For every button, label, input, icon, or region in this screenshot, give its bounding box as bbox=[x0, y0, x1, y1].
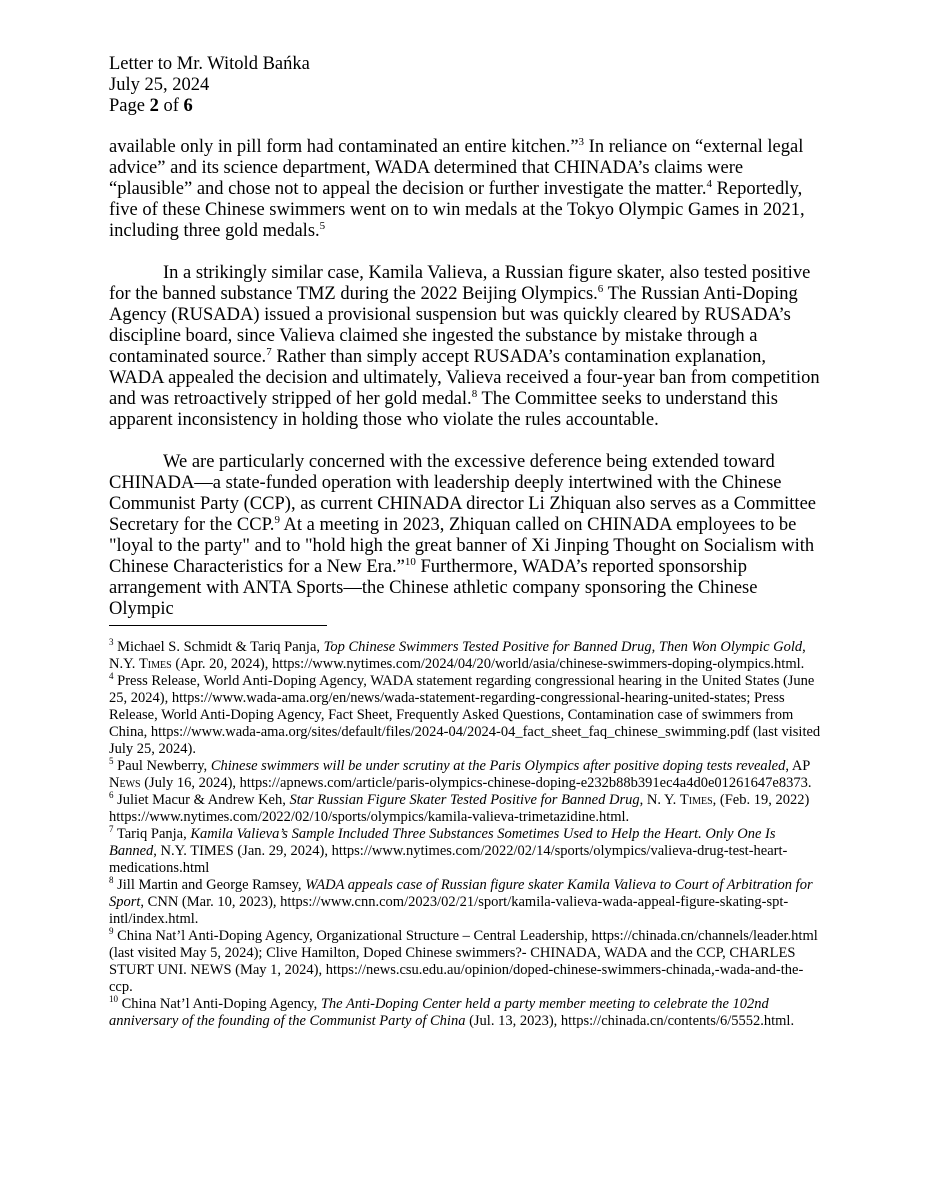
page-current: 2 bbox=[149, 96, 159, 116]
footnote-text[interactable]: (July 16, 2024), https://apnews.com/article/paris-olympics-chinese-doping-e232b88b391ec4a4d0e01261647e8373. bbox=[140, 775, 812, 791]
footnote-ref[interactable]: 7 bbox=[266, 345, 272, 358]
paragraph-1 bbox=[109, 137, 824, 242]
paragraph-3 bbox=[109, 452, 824, 620]
p3-text-a: We are particularly concerned with the excessive deference being extended toward CHINADA—a state-funded operation with leadership deeply intertwined with the Chinese Communist Party (CCP), as current CHINADA director Li Zhiquan also serves as a Committee Secretary for the CCP. bbox=[109, 452, 816, 535]
footnote-text: China Nat’l Anti-Doping Agency, bbox=[118, 996, 321, 1012]
footnote-number: 9 bbox=[109, 926, 114, 937]
footnote-text[interactable]: (Apr. 20, 2024), https://www.nytimes.com/2024/04/20/world/asia/chinese-swimmers-doping-olympics.html. bbox=[171, 656, 805, 672]
footnote-ref[interactable]: 8 bbox=[471, 387, 478, 400]
footnote-title: WADA appeals case of Russian figure skater Kamila Valieva to Court of Arbitration for Sport bbox=[109, 877, 813, 910]
footnote-text[interactable]: China Nat’l Anti-Doping Agency, Organizational Structure – Central Leadership, https://chinada.cn/channels/leader.html (last visited May 5, 2024); Clive Hamilton, Doped Chinese swimmers?- CHINADA, WADA and the CCP, CHARLES STURT UNI. NEWS (May 1, 2024), https://news.csu.edu.au/opinion/doped-chinese-swimmers-chinada,-wada-and-the-ccp. bbox=[109, 928, 818, 995]
footnote-title: Star Russian Figure Skater Tested Positive for Banned Drug bbox=[289, 792, 640, 808]
footnote-number: 8 bbox=[109, 875, 114, 886]
footnote-title: Kamila Valieva’s Sample Included Three Substances Sometimes Used to Help the Heart. Only One Is Banned bbox=[109, 826, 776, 859]
footnote-title: Chinese swimmers will be under scrutiny at the Paris Olympics after positive doping tests revealed bbox=[210, 758, 786, 774]
footnote-item bbox=[109, 877, 824, 928]
footnote-title: Top Chinese Swimmers Tested Positive for Banned Drug, Then Won Olympic Gold bbox=[323, 639, 803, 655]
footnotes-section bbox=[109, 639, 824, 1030]
footnote-ref[interactable]: 9 bbox=[274, 513, 280, 526]
recipient-line: Letter to Mr. Witold Bańka bbox=[109, 54, 310, 74]
footnote-number: 4 bbox=[109, 671, 114, 682]
footnote-text: Michael S. Schmidt & Tariq Panja, bbox=[113, 639, 324, 655]
page-prefix: Page bbox=[109, 96, 150, 116]
footnote-item bbox=[109, 928, 824, 996]
p3-text-c: Furthermore, WADA’s reported sponsorship arrangement with ANTA Sports—the Chinese athletic company sponsoring the Chinese Olympic bbox=[109, 557, 758, 619]
footnote-number: 10 bbox=[109, 994, 118, 1005]
footnote-item bbox=[109, 792, 824, 826]
footnote-text[interactable]: (Jul. 13, 2023), https://chinada.cn/contents/6/5552.html. bbox=[465, 1013, 795, 1029]
paragraph-2 bbox=[109, 263, 824, 431]
p2-text-c: Rather than simply accept RUSADA’s contamination explanation, WADA appealed the decision and ultimately, Valieva received a four-year ban from competition and was retroactively stripped of her gold medal. bbox=[109, 347, 820, 409]
p1-text-c: Reportedly, five of these Chinese swimmers went on to win medals at the Tokyo Olympic Games in 2021, including three gold medals. bbox=[109, 179, 805, 241]
footnote-item bbox=[109, 758, 824, 792]
footnote-text: , AP bbox=[785, 758, 810, 774]
p2-text-d: The Committee seeks to understand this apparent inconsistency in holding those who violate the rules accountable. bbox=[109, 389, 778, 430]
p1-text-a: available only in pill form had contaminated an entire kitchen.” bbox=[109, 137, 579, 157]
footnote-text[interactable]: , (Feb. 19, 2022) https://www.nytimes.com/2022/02/10/sports/olympics/kamila-valieva-trimetazidine.html. bbox=[109, 792, 810, 825]
footnote-title: The Anti-Doping Center held a party member meeting to celebrate the 102nd anniversary of the founding of the Communist Party of China bbox=[109, 996, 769, 1029]
footnote-text: Jill Martin and George Ramsey, bbox=[113, 877, 306, 893]
footnote-divider bbox=[109, 625, 327, 626]
footnote-text[interactable]: , N.Y. TIMES (Jan. 29, 2024), https://www.nytimes.com/2022/02/14/sports/olympics/valieva-drug-test-heart-medications.html bbox=[109, 843, 788, 876]
footnote-number: 3 bbox=[109, 637, 114, 648]
footnote-publication: Times bbox=[679, 792, 713, 808]
footnote-publication: Times bbox=[138, 656, 172, 672]
p2-text-b: The Russian Anti-Doping Agency (RUSADA) issued a provisional suspension but was quickly cleared by RUSADA’s discipline board, since Valieva claimed she ingested the substance by mistake through a contaminated source. bbox=[109, 284, 798, 367]
footnote-ref[interactable]: 10 bbox=[404, 555, 416, 568]
footnote-number: 6 bbox=[109, 790, 114, 801]
footnote-text: , N. Y. bbox=[639, 792, 680, 808]
p2-text-a: In a strikingly similar case, Kamila Valieva, a Russian figure skater, also tested positive for the banned substance TMZ during the 2022 Beijing Olympics. bbox=[109, 263, 811, 304]
footnote-text: , N.Y. bbox=[109, 639, 806, 672]
page-of: of bbox=[158, 96, 184, 116]
footnote-item bbox=[109, 673, 824, 758]
page-number-line bbox=[109, 96, 310, 117]
footnote-ref[interactable]: 6 bbox=[597, 282, 604, 295]
footnote-ref[interactable]: 3 bbox=[578, 135, 585, 148]
footnote-item bbox=[109, 996, 824, 1030]
footnote-text: Juliet Macur & Andrew Keh, bbox=[113, 792, 290, 808]
footnote-ref[interactable]: 4 bbox=[706, 177, 712, 190]
p1-text-b: In reliance on “external legal advice” and its science department, WADA determined that CHINADA’s claims were “plausible” and chose not to appeal the decision or further investigate the matter. bbox=[109, 137, 804, 199]
footnote-item bbox=[109, 826, 824, 877]
footnote-text[interactable]: Press Release, World Anti-Doping Agency, WADA statement regarding congressional hearing in the United States (June 25, 2024), https://www.wada-ama.org/en/news/wada-statement-regarding-congressional-hearing-united-states; Press Release, World Anti-Doping Agency, Fact Sheet, Frequently Asked Questions, Contamination case of swimmers from China, https://www.wada-ama.org/sites/default/files/2024-04/2024-04_fact_sheet_faq_chinese_swimming.pdf (last visited July 25, 2024). bbox=[109, 673, 821, 757]
footnote-item bbox=[109, 639, 824, 673]
footnote-text: Paul Newberry, bbox=[113, 758, 211, 774]
footnote-text: Tariq Panja, bbox=[113, 826, 191, 842]
footnote-number: 5 bbox=[109, 756, 114, 767]
footnote-ref[interactable]: 5 bbox=[319, 219, 326, 232]
footnote-publication: News bbox=[109, 775, 141, 791]
page-total: 6 bbox=[183, 96, 193, 116]
p3-text-b: At a meeting in 2023, Zhiquan called on CHINADA employees to be "loyal to the party" and to "hold high the great banner of Xi Jinping Thought on Socialism with Chinese Characteristics for a New Era.” bbox=[109, 515, 815, 577]
footnote-number: 7 bbox=[109, 824, 114, 835]
date-line: July 25, 2024 bbox=[109, 75, 210, 95]
letter-body bbox=[109, 137, 824, 641]
letter-header bbox=[109, 54, 310, 117]
footnote-text[interactable]: , CNN (Mar. 10, 2023), https://www.cnn.com/2023/02/21/sport/kamila-valieva-wada-appeal-figure-skating-spt-intl/index.html. bbox=[109, 894, 789, 927]
